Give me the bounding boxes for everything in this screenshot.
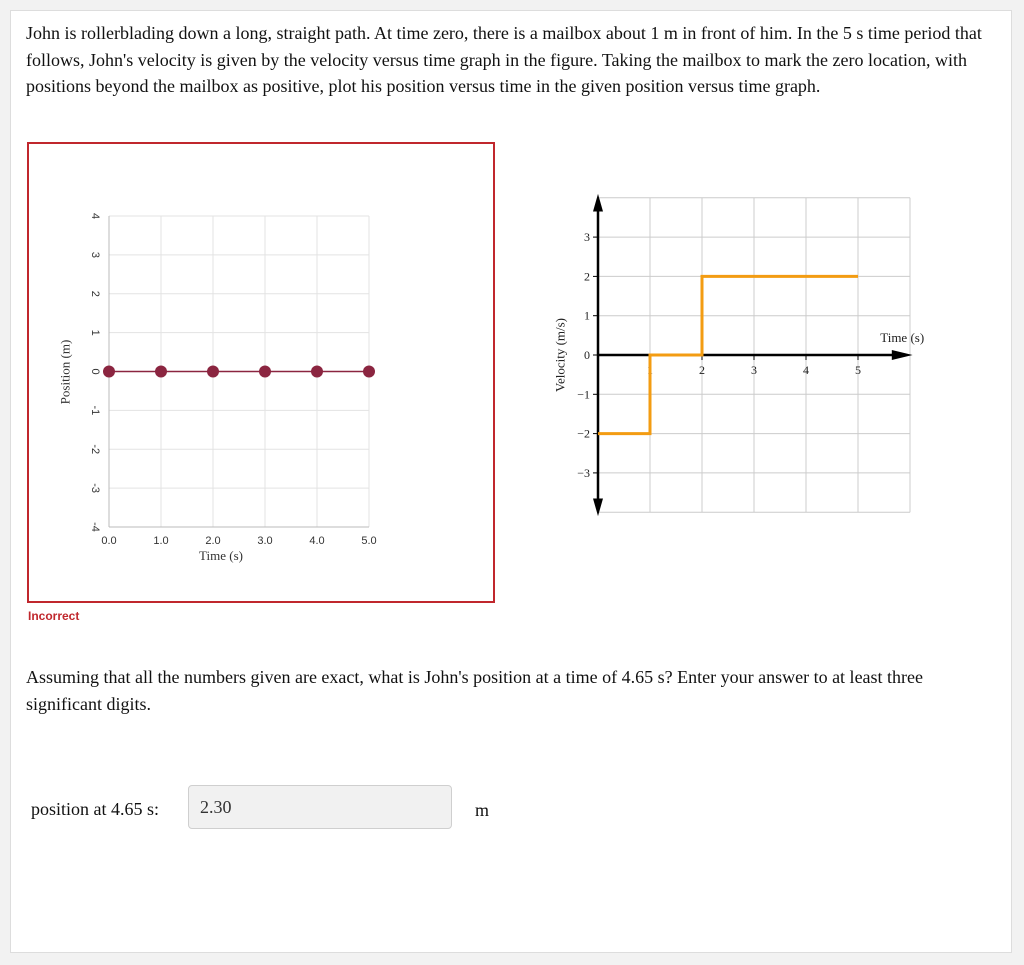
y-tick-label: 3 [584, 230, 590, 245]
question-text: John is rollerblading down a long, straight path. At time zero, there is a mailbox about 1 m in front of him. In the 5 s time period that follows, John's velocity is given by the velocity versus time graph in the figure. Taking the mailbox to mark the zero location, with positions beyond the mailbox as positive, plot his position versus time in the given position versus time graph. [26, 23, 982, 96]
y-tick-label: 1 [584, 308, 590, 323]
y-axis-arrow-up [593, 194, 603, 212]
y-tick-label: -4 [89, 522, 101, 532]
position-point[interactable] [363, 366, 375, 378]
y-tick-label: -2 [89, 444, 101, 455]
x-tick-label: 1 [647, 363, 653, 377]
position-point[interactable] [207, 366, 219, 378]
y-tick-label: 3 [89, 251, 101, 258]
y-tick-label: 4 [89, 212, 101, 220]
x-tick-label: 2.0 [205, 535, 221, 547]
y-axis-title: Position (m) [57, 339, 73, 405]
x-tick-label: 4.0 [309, 535, 325, 547]
y-tick-label: −2 [577, 426, 590, 441]
y-axis-arrow-down [593, 498, 603, 516]
y-tick-label: -1 [89, 405, 101, 416]
position-point[interactable] [259, 366, 271, 378]
y-tick-label: 1 [89, 329, 101, 336]
y-tick-label: 0 [584, 348, 590, 362]
x-tick-label: 5 [855, 363, 861, 377]
position-point[interactable] [103, 366, 115, 378]
y-tick-label: 2 [89, 290, 101, 297]
position-answer-input[interactable] [188, 785, 452, 829]
x-axis-arrow [892, 350, 913, 360]
y-tick-label: 2 [584, 269, 590, 284]
x-axis-title: Time (s) [199, 548, 243, 563]
x-tick-label: 0.0 [101, 535, 117, 547]
velocity-graph-svg [540, 192, 940, 522]
y-tick-label: −1 [577, 387, 590, 402]
x-tick-label: 3 [751, 363, 757, 377]
y-tick-label: −3 [577, 465, 590, 480]
x-tick-label: 3.0 [257, 535, 273, 547]
position-graph[interactable] [27, 142, 495, 603]
x-tick-label: 2 [699, 363, 705, 377]
y-tick-label: -3 [89, 483, 101, 494]
answer-label: position at 4.65 s: [31, 799, 160, 819]
position-graph-svg[interactable] [29, 144, 493, 601]
x-axis-title: Time (s) [880, 330, 925, 345]
position-point[interactable] [311, 366, 323, 378]
position-point[interactable] [155, 366, 167, 378]
question2-text: Assuming that all the numbers given are exact, what is John's position at a time of 4.65 s? Enter your answer to at least three significant digits. [26, 667, 924, 714]
x-tick-label: 5.0 [361, 535, 377, 547]
x-tick-label: 4 [803, 363, 809, 377]
y-axis-title: Velocity (m/s) [552, 317, 568, 393]
answer-unit: m [475, 800, 490, 820]
status-incorrect: Incorrect [28, 609, 80, 623]
y-tick-label: 0 [89, 368, 101, 375]
x-tick-label: 1.0 [153, 535, 169, 547]
